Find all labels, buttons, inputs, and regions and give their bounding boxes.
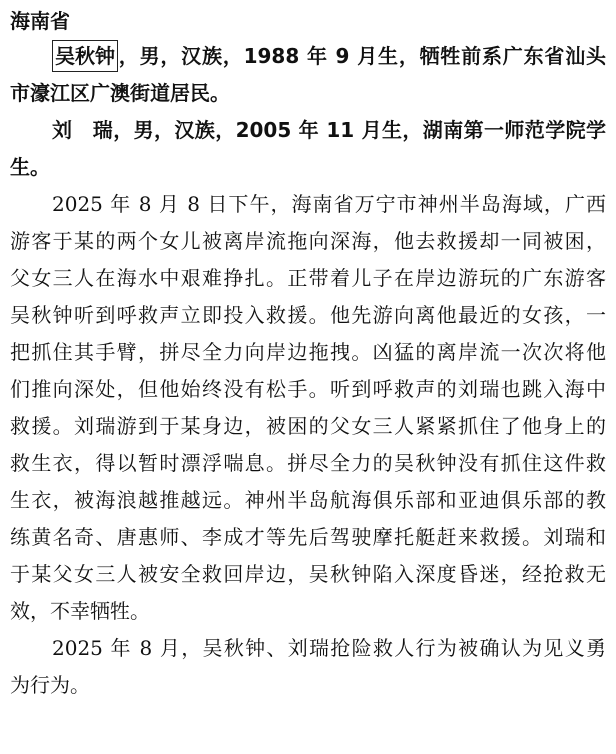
document-page [10,4,606,704]
person1-entry [10,38,606,112]
person2-entry [10,112,606,186]
person1-name-highlight[interactable]: 吴秋钟 [52,40,118,72]
story-line: 生衣，被海浪越推越远。神州半岛航海俱乐部和亚迪俱乐部的教 [10,488,606,512]
section-title: 海南省 [10,9,70,33]
story-line: 2025 年 8 月 8 日下午，海南省万宁市神州半岛海域，广西 [52,192,606,216]
story-line: 父女三人在海水中艰难挣扎。正带着儿子在岸边游玩的广东游客 [10,266,606,290]
story-line: 把抓住其手臂，拼尽全力向岸边拖拽。凶猛的离岸流一次次将他 [10,340,606,364]
conclusion-paragraph [10,630,606,704]
story-line: 吴秋钟听到呼救声立即投入救援。他先游向离他最近的女孩，一 [10,303,606,327]
story-line: 练黄名奇、唐惠师、李成才等先后驾驶摩托艇赶来救援。刘瑞和 [10,525,606,549]
story-paragraph [10,186,606,630]
person1-line2: 市濠江区广澳街道居民。 [10,81,230,105]
story-line: 们推向深处，但他始终没有松手。听到呼救声的刘瑞也跳入海中 [10,377,606,401]
conclusion-line1: 2025 年 8 月，吴秋钟、刘瑞抢险救人行为被确认为见义勇 [52,636,606,660]
story-line: 救援。刘瑞游到于某身边，被困的父女三人紧紧抓住了他身上的 [10,414,606,438]
conclusion-line2: 为行为。 [10,673,90,697]
person1-line1 [10,38,606,75]
person1-details: ，男，汉族，1988 年 9 月生，牺牲前系广东省汕头 [118,44,606,68]
person2-line2: 生。 [10,155,50,179]
story-line: 救生衣，得以暂时漂浮喘息。拼尽全力的吴秋钟没有抓住这件救 [10,451,606,475]
story-line: 于某父女三人被安全救回岸边，吴秋钟陷入深度昏迷，经抢救无 [10,562,606,586]
story-line: 效，不幸牺牲。 [10,599,150,623]
story-line: 游客于某的两个女儿被离岸流拖向深海，他去救援却一同被困， [10,229,606,253]
person2-line1: 刘 瑞，男，汉族，2005 年 11 月生，湖南第一师范学院学 [52,118,606,142]
